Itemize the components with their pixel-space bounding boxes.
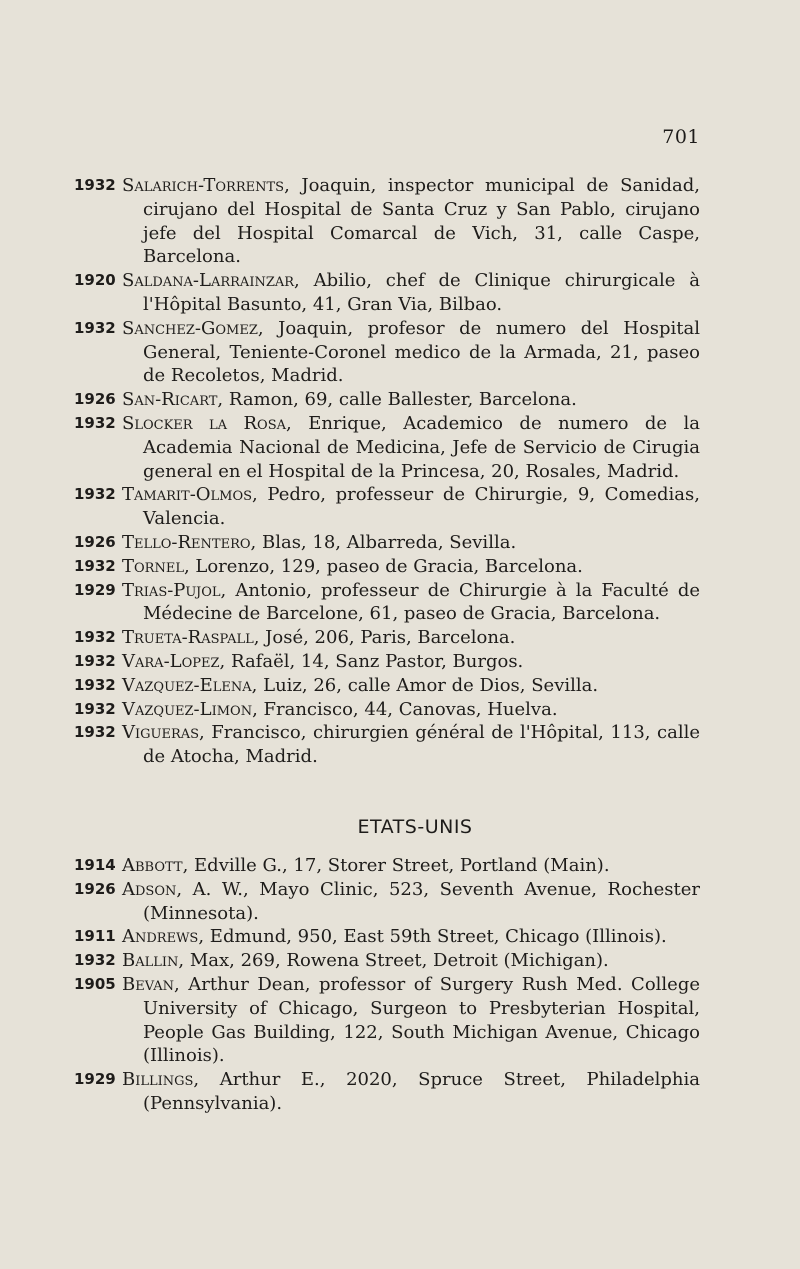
entry-details: Blas, 18, Albarreda, Sevilla. bbox=[256, 531, 517, 553]
entry-body bbox=[122, 925, 700, 949]
entry-body bbox=[122, 388, 700, 412]
entry-year: 1905 bbox=[74, 974, 116, 993]
directory-entry bbox=[0, 949, 800, 973]
us-entries-list bbox=[0, 854, 800, 1116]
entry-details: Lorenzo, 129, paseo de Gracia, Barcelona. bbox=[189, 555, 583, 577]
entry-surname: Vazquez-Elena, bbox=[122, 674, 258, 696]
entry-details: Ramon, 69, calle Ballester, Barcelona. bbox=[223, 389, 577, 411]
entry-details: A. W., Mayo Clinic, 523, Seventh Avenue, Rochester (Minnesota). bbox=[143, 878, 700, 924]
entry-year: 1911 bbox=[74, 927, 116, 946]
entry-year: 1932 bbox=[74, 723, 116, 742]
entry-surname: Slocker la Rosa, bbox=[122, 412, 292, 434]
entry-surname: Tamarit-Olmos, bbox=[122, 484, 258, 506]
entry-body bbox=[122, 878, 700, 926]
entry-body bbox=[122, 317, 700, 388]
directory-entry bbox=[0, 626, 800, 650]
entry-surname: Andrews, bbox=[122, 926, 205, 948]
entry-body bbox=[122, 650, 700, 674]
entry-surname: San-Ricart, bbox=[122, 389, 224, 411]
section-heading: ETATS-UNIS bbox=[357, 816, 473, 838]
entry-details: Joaquin, profesor de numero del Hospital General, Teniente-Coronel medico de la Armada, 21, paseo de Recoletos, Madrid. bbox=[143, 317, 700, 387]
entry-year: 1929 bbox=[74, 580, 116, 599]
entry-details: Francisco, chirurgien général de l'Hôpital, 113, calle de Atocha, Madrid. bbox=[143, 722, 700, 768]
entry-year: 1932 bbox=[74, 699, 116, 718]
entry-details: Abilio, chef de Clinique chirurgicale à l'Hôpital Basunto, 41, Gran Via, Bilbao. bbox=[143, 270, 700, 315]
entry-body bbox=[122, 269, 700, 317]
entry-year: 1932 bbox=[74, 413, 116, 432]
entry-year: 1920 bbox=[74, 271, 116, 290]
entry-details: Luiz, 26, calle Amor de Dios, Sevilla. bbox=[257, 674, 599, 696]
entry-body bbox=[122, 973, 700, 1068]
directory-entry bbox=[0, 650, 800, 674]
entry-details: José, 206, Paris, Barcelona. bbox=[259, 627, 516, 649]
directory-entry bbox=[0, 412, 800, 483]
directory-entry bbox=[0, 174, 800, 269]
entry-details: Max, 269, Rowena Street, Detroit (Michigan). bbox=[184, 950, 609, 972]
entry-surname: Vara-Lopez, bbox=[122, 650, 226, 672]
entry-surname: Billings, bbox=[122, 1069, 200, 1091]
entry-surname: Bevan, bbox=[122, 973, 180, 995]
entry-surname: Trias-Pujol, bbox=[122, 579, 227, 601]
entry-body bbox=[122, 1068, 700, 1116]
entry-body bbox=[122, 412, 701, 483]
entry-body bbox=[122, 674, 700, 698]
entry-body bbox=[122, 626, 700, 650]
entry-body bbox=[122, 698, 700, 722]
entry-surname: Tello-Rentero, bbox=[122, 531, 257, 553]
entry-details: Pedro, professeur de Chirurgie, 9, Comedias, Valencia. bbox=[143, 484, 700, 530]
entry-details: Edmund, 950, East 59th Street, Chicago (Illinois). bbox=[204, 926, 667, 948]
entry-details: Joaquin, inspector municipal de Sanidad, cirujano del Hospital de Santa Cruz y San Pablo, cirujano jefe del Hospital Comarcal de Vich, 31, calle Caspe, Barcelona. bbox=[143, 175, 700, 268]
entry-surname: Abbott, bbox=[122, 855, 189, 876]
entry-details: Enrique, Academico de numero de la Academia Nacional de Medicina, Jefe de Servicio de Cirugia general en el Hospital de la Princesa, 20, Rosales, Madrid. bbox=[143, 412, 701, 482]
entry-surname: Vazquez-Limon, bbox=[122, 698, 258, 720]
entry-surname: Sanchez-Gomez, bbox=[122, 317, 264, 339]
entry-surname: Tornel, bbox=[122, 555, 190, 577]
entry-surname: Vigueras, bbox=[122, 722, 205, 744]
entry-details: Arthur E., 2020, Spruce Street, Philadelphia (Pennsylvania). bbox=[143, 1069, 700, 1114]
entry-body bbox=[122, 721, 700, 769]
entry-details: Edville G., 17, Storer Street, Portland (Main). bbox=[188, 855, 610, 876]
entry-body bbox=[122, 174, 700, 269]
entry-year: 1914 bbox=[74, 856, 116, 874]
entry-body bbox=[122, 854, 700, 878]
entry-year: 1932 bbox=[74, 951, 116, 970]
page-number: 701 bbox=[662, 126, 700, 148]
entry-details: Antonio, professeur de Chirurgie à la Faculté de Médecine de Barcelone, 61, paseo de Gracia, Barcelona. bbox=[143, 579, 700, 625]
entry-body bbox=[122, 949, 700, 973]
directory-entry bbox=[0, 555, 800, 579]
entry-year: 1932 bbox=[74, 318, 116, 337]
entry-surname: Salarich-Torrents, bbox=[122, 175, 290, 196]
directory-entry bbox=[0, 317, 800, 388]
directory-entry bbox=[0, 1068, 800, 1116]
entry-year: 1929 bbox=[74, 1070, 116, 1089]
entry-body bbox=[122, 483, 700, 531]
entry-year: 1926 bbox=[74, 390, 116, 409]
directory-entry bbox=[0, 388, 800, 412]
directory-entry bbox=[0, 579, 800, 627]
directory-entry bbox=[0, 531, 800, 555]
entry-body bbox=[122, 579, 700, 627]
entry-body bbox=[122, 531, 700, 555]
directory-entry bbox=[0, 721, 800, 769]
entry-details: Arthur Dean, professor of Surgery Rush Med. College University of Chicago, Surgeon to Presbyterian Hospital, People Gas Building, 122, South Michigan Avenue, Chicago (Illinois). bbox=[143, 973, 700, 1067]
entry-year: 1932 bbox=[74, 176, 116, 194]
directory-entry bbox=[0, 698, 800, 722]
entry-year: 1926 bbox=[74, 879, 116, 898]
entry-year: 1932 bbox=[74, 628, 116, 647]
entry-year: 1932 bbox=[74, 485, 116, 504]
directory-entry bbox=[0, 854, 800, 878]
directory-entry bbox=[0, 973, 800, 1068]
entry-surname: Ballin, bbox=[122, 950, 185, 972]
entry-surname: Adson, bbox=[122, 878, 183, 900]
entry-body bbox=[122, 555, 700, 579]
entry-year: 1926 bbox=[74, 532, 116, 551]
directory-entry bbox=[0, 878, 800, 926]
entry-year: 1932 bbox=[74, 651, 116, 670]
entry-year: 1932 bbox=[74, 675, 116, 694]
spain-entries-list bbox=[0, 174, 800, 769]
directory-entry bbox=[0, 925, 800, 949]
directory-entry bbox=[0, 269, 800, 317]
directory-entry bbox=[0, 483, 800, 531]
entry-details: Francisco, 44, Canovas, Huelva. bbox=[257, 698, 558, 720]
directory-entry bbox=[0, 674, 800, 698]
entry-year: 1932 bbox=[74, 556, 116, 575]
entry-details: Rafaël, 14, Sanz Pastor, Burgos. bbox=[225, 650, 524, 672]
entry-surname: Trueta-Raspall, bbox=[122, 627, 260, 649]
entry-surname: Saldana-Larrainzar, bbox=[122, 270, 300, 292]
